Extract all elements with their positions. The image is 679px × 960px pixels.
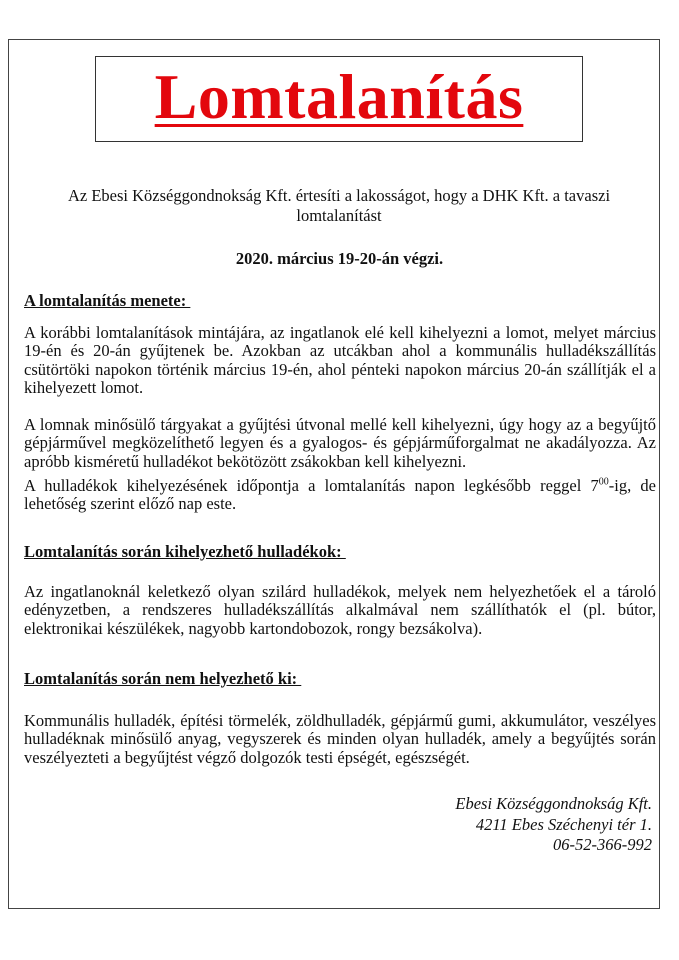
title-box xyxy=(95,56,583,142)
paragraph-process-1: A korábbi lomtalanítások mintájára, az ingatlanok elé kell kihelyezni a lomot, melyet március 19-én és 20-án gyűjtenek be. Azokban az utcákban ahol a kommunális hulladékszállítás csütörtöki napokon történik március 19-én, ahol pénteki napokon március 20-án szállítják el a kihelyezett lomot. xyxy=(24,323,656,398)
section-heading-forbidden: Lomtalanítás során nem helyezhető ki: xyxy=(24,669,302,688)
paragraph-process-3: A hulladékok kihelyezésének időpontja a lomtalanítás napon legkésőbb reggel $7^{00}-ig$, de lehetőség szerint előző nap este. xyxy=(24,476,656,514)
paragraph-allowed: Az ingatlanoknál keletkező olyan szilárd hulladékok, melyek nem helyezhetőek el a tároló edényzetben, a rendszeres hulladékszállítás alkalmával nem szállíthatók el (pl. bútor, elektronikai készülékek, nagyobb kartondobozok, rongy bezsákolva). xyxy=(24,582,656,638)
signature-block xyxy=(455,794,652,856)
signature-phone: 06-52-366-992 xyxy=(553,835,652,854)
date-line: 2020. március 19-20-án végzi. xyxy=(235,249,444,268)
intro-text: Az Ebesi Községgondnokság Kft. értesíti a lakosságot, hogy a DHK Kft. a tavaszi lomtalanítást xyxy=(67,186,611,225)
page-title: Lomtalanítás xyxy=(154,61,524,132)
section-heading-process: A lomtalanítás menete: xyxy=(24,291,191,310)
superscript-time: 00 xyxy=(598,476,609,488)
signature-company: Ebesi Községgondnokság Kft. xyxy=(455,794,652,813)
signature-address: 4211 Ebes Széchenyi tér 1. xyxy=(475,814,652,834)
paragraph-process-2: A lomnak minősülő tárgyakat a gyűjtési útvonal mellé kell kihelyezni, úgy hogy az a begyűjtő gépjárművel megközelíthető legyen és a gyalogos- és gépjárműforgalmat ne akadályozza. Az apróbb kisméretű hulladékot bekötözött zsákokban kell kihelyezni. xyxy=(24,415,656,471)
paragraph-forbidden: Kommunális hulladék, építési törmelék, zöldhulladék, gépjármű gumi, akkumulátor, veszélyes hulladéknak minősülő anyag, vegyszerek és minden olyan hulladék, amely a begyűjtés során veszélyezteti a begyűjtést végző dolgozók testi épségét, egészségét. xyxy=(24,711,656,767)
section-heading-allowed: Lomtalanítás során kihelyezhető hulladékok: xyxy=(24,542,346,561)
document-border xyxy=(8,39,660,909)
